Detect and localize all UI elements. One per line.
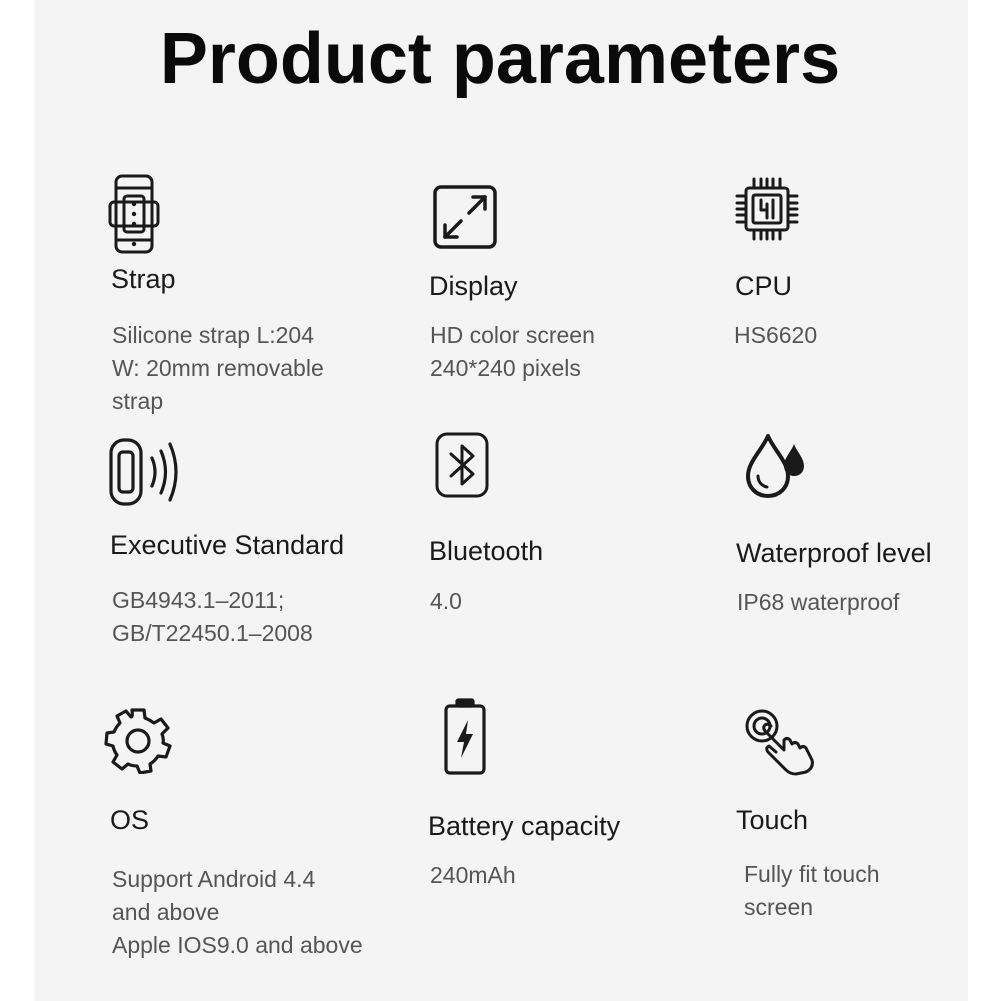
- touch-label: Touch: [736, 805, 809, 835]
- strap-label: Strap: [111, 264, 176, 294]
- bluetooth-label: Bluetooth: [429, 536, 544, 566]
- strap-description: [112, 319, 324, 418]
- display-label: Display: [429, 271, 518, 301]
- page-title: Product parameters: [159, 19, 841, 99]
- waterproof-label: Waterproof level: [736, 538, 932, 568]
- display-desc-line: 240*240 pixels: [430, 355, 581, 381]
- display-expand-icon: [433, 185, 497, 249]
- cpu-label: CPU: [735, 271, 793, 301]
- touch-desc-line: Fully fit touch: [744, 861, 880, 887]
- touch-description: [744, 858, 880, 924]
- display-desc-line: HD color screen: [430, 322, 595, 348]
- touch-hand-icon: [744, 708, 820, 776]
- strap-desc-line: strap: [112, 388, 164, 414]
- os-desc-line: Apple IOS9.0 and above: [112, 932, 363, 958]
- strap-desc-line: Silicone strap L:204: [112, 322, 315, 348]
- bluetooth-desc-line: 4.0: [430, 588, 462, 614]
- os-desc-line: and above: [112, 899, 220, 925]
- battery-description: [430, 859, 516, 892]
- bluetooth-description: [430, 585, 462, 618]
- waterproof-desc-line: IP68 waterproof: [737, 589, 900, 615]
- strap-icon: [108, 174, 160, 254]
- os-desc-line: Support Android 4.4: [112, 866, 316, 892]
- gear-icon: [104, 706, 172, 774]
- battery-charge-icon: [443, 698, 487, 776]
- display-description: [430, 319, 595, 385]
- os-label: OS: [110, 805, 150, 835]
- executive-standard-label: Executive Standard: [110, 530, 345, 560]
- touch-desc-line: screen: [744, 894, 814, 920]
- os-description: [112, 863, 363, 962]
- battery-desc-line: 240mAh: [430, 862, 516, 888]
- water-drops-icon: [744, 432, 808, 498]
- cpu-chip-icon: [734, 176, 800, 242]
- bluetooth-icon: [435, 432, 489, 498]
- executive-standard-desc-line: GB/T22450.1–2008: [112, 620, 313, 646]
- cpu-desc-line: HS6620: [734, 322, 818, 348]
- battery-label: Battery capacity: [428, 811, 621, 841]
- cpu-description: [734, 319, 817, 352]
- waterproof-description: [737, 586, 899, 619]
- executive-standard-description: [112, 584, 313, 650]
- strap-desc-line: W: 20mm removable: [112, 355, 324, 381]
- executive-standard-desc-line: GB4943.1–2011;: [112, 587, 285, 613]
- band-vibration-icon: [108, 436, 182, 508]
